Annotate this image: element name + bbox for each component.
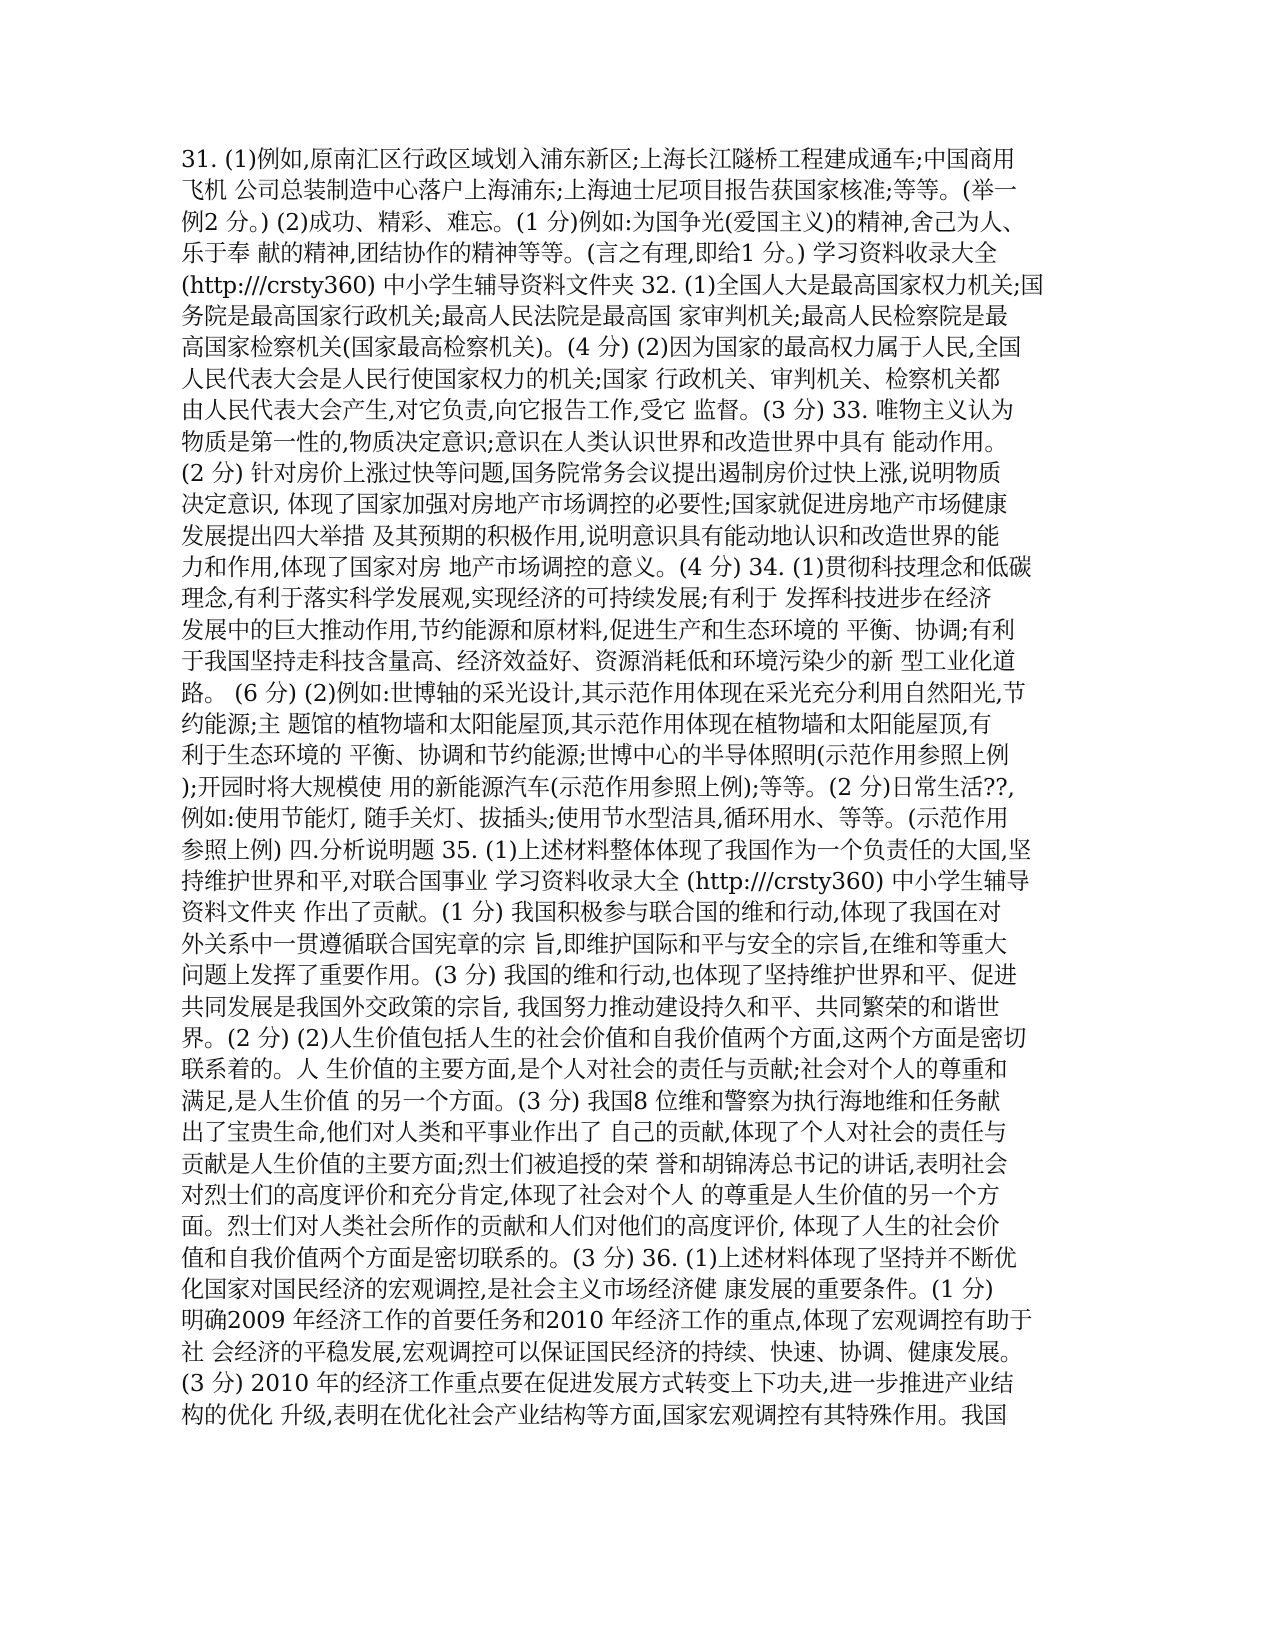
text-line: 例如:使用节能灯, 随手关灯、拔插头;使用节水型洁具,循环用水、等等。(示范作用 [181, 805, 1009, 833]
text-line: 务院是最高国家行政机关;最高人民法院是最高国 家审判机关;最高人民检察院是最 [181, 302, 1008, 330]
text-line: 决定意识, 体现了国家加强对房地产市场调控的必要性;国家就促进房地产市场健康 [181, 491, 1008, 519]
text-line: 由人民代表大会产生,对它负责,向它报告工作,受它 监督。(3 分) 33. 唯物主义认为 [181, 397, 1014, 425]
text-line: 出了宝贵生命,他们对人类和平事业作出了 自己的贡献,体现了个人对社会的责任与 [181, 1119, 1007, 1147]
text-line: 高国家检察机关(国家最高检察机关)。(4 分) (2)因为国家的最高权力属于人民,全国 [181, 334, 1022, 362]
text-line: 31. (1)例如,原南汇区行政区域划入浦东新区;上海长江隧桥工程建成通车;中国商用 [181, 146, 1016, 173]
text-line: 社 会经济的平稳发展,宏观调控可以保证国民经济的持续、快速、协调、健康发展。 [181, 1338, 1023, 1366]
document-page [181, 144, 1051, 1444]
text-line: (http:///crsty360) 中小学生辅导资料文件夹 32. (1)全国人大是最高国家权力机关;国 [181, 271, 1044, 299]
text-line: 外关系中一贯遵循联合国宪章的宗 旨,即维护国际和平与安全的宗旨,在维和等重大 [181, 930, 1007, 958]
text-line: 对烈士们的高度评价和充分肯定,体现了社会对个人 的尊重是人生价值的另一个方 [181, 1181, 1000, 1209]
text-line: );开园时将大规模使 用的新能源汽车(示范作用参照上例);等等。(2 分)日常生活??, [181, 773, 1015, 801]
text-line: (3 分) 2010 年的经济工作重点要在促进发展方式转变上下功夫,进一步推进产业结 [181, 1370, 1014, 1398]
text-line: 贡献是人生价值的主要方面;烈士们被追授的荣 誉和胡锦涛总书记的讲话,表明社会 [181, 1150, 1008, 1178]
text-line: 问题上发挥了重要作用。(3 分) 我国的维和行动,也体现了坚持维护世界和平、促进 [181, 962, 1017, 990]
text-line: 约能源;主 题馆的植物墙和太阳能屋顶,其示范作用体现在植物墙和太阳能屋顶,有 [181, 711, 992, 739]
text-line: 力和作用,体现了国家对房 地产市场调控的意义。(4 分) 34. (1)贯彻科技理念和低碳 [181, 554, 1032, 582]
text-line: 于我国坚持走科技含量高、经济效益好、资源消耗低和环境污染少的新 型工业化道 [181, 648, 1016, 676]
text-line: 化国家对国民经济的宏观调控,是社会主义市场经济健 康发展的重要条件。(1 分) [181, 1276, 994, 1304]
text-line: 飞机 公司总装制造中心落户上海浦东;上海迪士尼项目报告获国家核准;等等。(举一 [181, 177, 1017, 205]
text-line: 共同发展是我国外交政策的宗旨, 我国努力推动建设持久和平、共同繁荣的和谐世 [181, 993, 1000, 1021]
text-line: 联系着的。人 生价值的主要方面,是个人对社会的责任与贡献;社会对个人的尊重和 [181, 1056, 1008, 1084]
text-line: (2 分) 针对房价上涨过快等问题,国务院常务会议提出遏制房价过快上涨,说明物质 [181, 459, 1001, 487]
text-line: 利于生态环境的 平衡、协调和节约能源;世博中心的半导体照明(示范作用参照上例 [181, 742, 1009, 770]
text-line: 人民代表大会是人民行使国家权力的机关;国家 行政机关、审判机关、检察机关都 [181, 365, 1000, 393]
text-line: 乐于奉 献的精神,团结协作的精神等等。(言之有理,即给1 分。) 学习资料收录大全 [181, 240, 997, 268]
text-line: 资料文件夹 作出了贡献。(1 分) 我国积极参与联合国的维和行动,体现了我国在对 [181, 899, 1002, 927]
text-line: 物质是第一性的,物质决定意识;意识在人类认识世界和改造世界中具有 能动作用。 [181, 428, 1008, 456]
text-line: 面。烈士们对人类社会所作的贡献和人们对他们的高度评价, 体现了人生的社会价 [181, 1213, 1000, 1241]
text-line: 明确2009 年经济工作的首要任务和2010 年经济工作的重点,体现了宏观调控有助于 [181, 1307, 1033, 1335]
text-line: 理念,有利于落实科学发展观,实现经济的可持续发展;有利于 发挥科技进步在经济 [181, 585, 992, 613]
text-line: 构的优化 升级,表明在优化社会产业结构等方面,国家宏观调控有其特殊作用。我国 [181, 1401, 1007, 1429]
text-line: 例2 分。) (2)成功、精彩、难忘。(1 分)例如:为国争光(爱国主义)的精神,舍己为人、 [181, 208, 1026, 236]
text-line: 值和自我价值两个方面是密切联系的。(3 分) 36. (1)上述材料体现了坚持并不断优 [181, 1244, 1017, 1272]
text-line: 发展提出四大举措 及其预期的积极作用,说明意识具有能动地认识和改造世界的能 [181, 522, 1000, 550]
text-line: 满足,是人生价值 的另一个方面。(3 分) 我国8 位维和警察为执行海地维和任务献 [181, 1087, 1001, 1115]
text-line: 参照上例) 四.分析说明题 35. (1)上述材料整体体现了我国作为一个负责任的大国,坚 [181, 836, 1031, 864]
text-line: 持维护世界和平,对联合国事业 学习资料收录大全 (http:///crsty360) 中小学生辅导 [181, 867, 1030, 895]
text-line: 发展中的巨大推动作用,节约能源和原材料,促进生产和生态环境的 平衡、协调;有利 [181, 616, 1015, 644]
text-line: 路。 (6 分) (2)例如:世博轴的采光设计,其示范作用体现在采光充分利用自然阳光,节 [181, 679, 1026, 707]
text-line: 界。(2 分) (2)人生价值包括人生的社会价值和自我价值两个方面,这两个方面是密切 [181, 1024, 1027, 1052]
